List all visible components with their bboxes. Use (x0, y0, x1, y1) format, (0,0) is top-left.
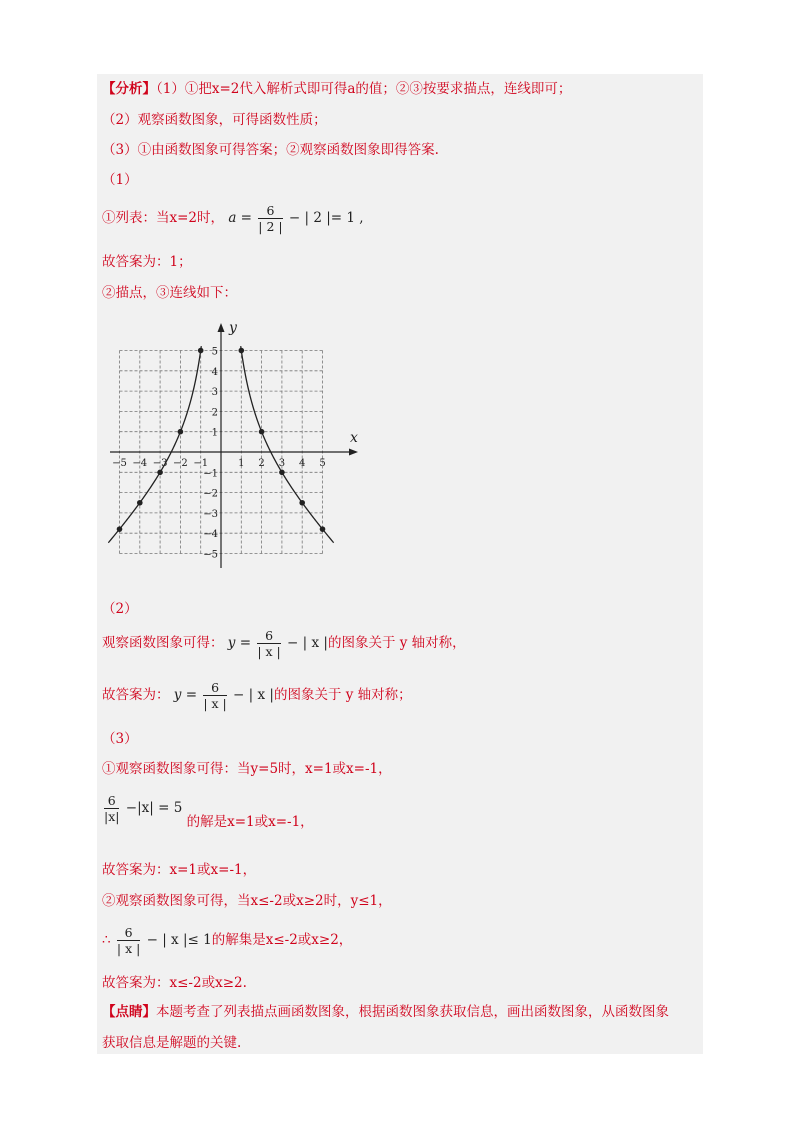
y-tick-label: −3 (203, 508, 218, 520)
therefore-symbol: ∴ (102, 932, 111, 948)
part2-label: （2） (102, 601, 138, 617)
x-tick-label: −3 (152, 458, 168, 469)
y-tick-label: 5 (211, 346, 218, 358)
comment-line-2: 获取信息是解题的关键. (102, 1035, 242, 1051)
data-point (178, 429, 184, 435)
part2-minus-1: − | x | (287, 635, 328, 651)
y-axis-label: y (229, 320, 237, 336)
data-point (279, 470, 285, 476)
part2-fraction-2 (203, 680, 226, 711)
y-tick-label: 4 (211, 366, 218, 378)
x-tick-label: 3 (278, 458, 286, 469)
x-axis-label: x (350, 430, 358, 446)
part2-l2-post: 的图象关于 y 轴对称； (273, 687, 412, 703)
part1-list-text: ①列表：当x=2时， (102, 210, 225, 226)
y-axis-arrow (218, 323, 225, 332)
part3-answer-2: 故答案为：x≤-2或x≥2. (102, 975, 247, 991)
part2-l1-post: 的图象关于 y 轴对称， (327, 635, 466, 651)
data-point (239, 348, 245, 354)
x-tick-label: −2 (173, 458, 188, 469)
part3-ineq-den: | x | (116, 941, 141, 956)
comment-line-1 (102, 1003, 669, 1021)
data-point (117, 526, 123, 532)
part2-frac2-den: | x | (203, 696, 227, 711)
y-tick-label: −2 (203, 488, 218, 500)
part1-list-line (102, 203, 364, 234)
part1-plot-text: ②描点，③连线如下： (102, 285, 237, 301)
part3-ineq-rest: − | x |≤ 1 (146, 932, 212, 948)
analysis-text-1: （1）①把x=2代入解析式即可得a的值；②③按要求描点，连线即可； (156, 81, 572, 97)
comment-tag: 【点睛】 (102, 1004, 156, 1020)
y-tick-label: 2 (211, 407, 218, 419)
part2-y-eq-2: y = (173, 687, 198, 703)
data-point (198, 348, 204, 354)
part2-fraction-1 (257, 628, 280, 659)
x-tick-label: −5 (112, 458, 127, 469)
part3-inequality-line (102, 925, 352, 956)
y-tick-label: −5 (203, 549, 218, 561)
x-tick-label: −1 (193, 458, 209, 469)
part3-line-2: ②观察函数图象可得，当x≤-2或x≥2时，y≤1， (102, 893, 392, 909)
part2-frac1-num: 6 (257, 628, 280, 644)
part1-frac-den: | 2 | (258, 219, 283, 234)
part3-label: （3） (102, 731, 138, 747)
x-tick-label: −4 (132, 458, 148, 469)
part3-equation-line (102, 793, 314, 830)
x-tick-label: 1 (238, 458, 245, 469)
part1-eq-a: a = (228, 210, 252, 226)
comment-text-1: 本题考查了列表描点画函数图象，根据函数图象获取信息，画出函数图象，从函数图象 (156, 1004, 669, 1020)
part3-eq-den: |x| (104, 809, 120, 824)
part2-line-1 (102, 628, 466, 659)
part2-minus-2: − | x | (233, 687, 274, 703)
data-point (137, 500, 143, 506)
x-tick-label: 5 (319, 458, 326, 469)
part3-answer-1: 故答案为：x=1或x=-1， (102, 862, 257, 878)
part2-frac1-den: | x | (257, 644, 281, 659)
part3-ineq-num: 6 (117, 925, 140, 941)
part2-l1-pre: 观察函数图象可得： (102, 635, 224, 651)
part1-answer: 故答案为：1； (102, 254, 192, 270)
data-point (299, 500, 305, 506)
x-tick-label: 4 (299, 458, 306, 469)
data-point (320, 526, 326, 532)
graph-ticks (112, 347, 326, 561)
part1-label: （1） (102, 172, 138, 188)
function-graph (108, 316, 368, 576)
part1-fraction (258, 203, 282, 234)
x-axis-arrow (349, 449, 358, 456)
analysis-tag: 【分析】 (102, 81, 156, 97)
data-point (157, 470, 163, 476)
analysis-line-3: （3）①由函数图象可得答案；②观察函数图象即得答案. (102, 142, 439, 158)
part3-ineq-fraction (117, 925, 140, 956)
y-tick-label: −1 (203, 468, 218, 480)
part2-l2-pre: 故答案为： (102, 687, 170, 703)
part1-frac-num: 6 (258, 203, 282, 219)
analysis-line-1 (102, 80, 571, 98)
analysis-line-2: （2）观察函数图象，可得函数性质； (102, 112, 327, 128)
x-tick-label: 2 (258, 458, 265, 469)
y-tick-label: 3 (211, 387, 218, 399)
y-tick-label: −4 (203, 529, 218, 541)
part2-frac2-num: 6 (203, 680, 226, 696)
part3-ineq-post: 的解集是x≤-2或x≥2， (211, 932, 353, 948)
data-point (259, 429, 265, 435)
part3-eq-num: 6 (104, 793, 119, 809)
part3-line-1: ①观察函数图象可得：当y=5时，x=1或x=-1， (102, 761, 392, 777)
part3-eq-rest: −|x| = 5 (125, 800, 183, 816)
part3-eq-post: 的解是x=1或x=-1， (186, 814, 314, 830)
part1-eq-rest: − | 2 |= 1 , (288, 210, 364, 226)
part2-y-eq: y = (227, 635, 252, 651)
y-tick-label: 1 (211, 427, 218, 439)
part3-eq-fraction (104, 793, 119, 824)
part2-line-2 (102, 680, 412, 711)
